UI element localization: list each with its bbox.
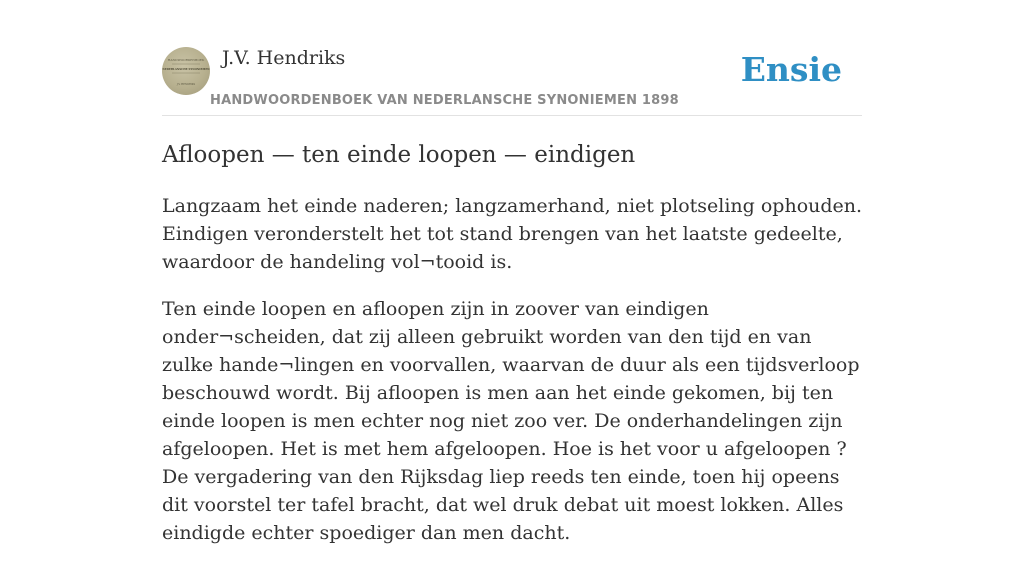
author-name[interactable]: J.V. Hendriks — [222, 47, 346, 69]
avatar-line-top: HANDWOORDENBOEK — [167, 58, 205, 62]
entry-body — [162, 192, 864, 566]
book-cover-avatar[interactable] — [162, 47, 210, 95]
avatar-line-bottom: J.V. HENDRIKS — [176, 83, 196, 86]
brand-logo[interactable]: Ensie — [740, 50, 842, 89]
avatar-line-middle: NEDERLANSCHE SYNONIEMEN — [162, 68, 210, 71]
source-title[interactable]: HANDWOORDENBOEK VAN NEDERLANSCHE SYNONIEMEN 1898 — [210, 93, 679, 108]
book-cover-image — [162, 47, 210, 95]
paragraph: Langzaam het einde naderen; langzamerhand, niet plotseling ophouden. Eindigen veronderstelt het tot stand brengen van het laatste gedeelte, waardoor de handeling vol¬tooid is. — [162, 195, 863, 273]
paragraph: Ten einde loopen en afloopen zijn in zoover van eindigen onder¬scheiden, dat zij alleen gebruikt worden van den tijd en van zulke hande¬lingen en voorvallen, waarvan de duur als een tijdsverloop beschouwd wordt. Bij afloopen is men aan het einde gekomen, bij ten einde loopen is men echter nog niet zoo ver. De onderhandelingen zijn afgeloopen. Het is met hem afgeloopen. Hoe is het voor u afgeloopen ? De vergadering van den Rijksdag liep reeds ten einde, toen hij opeens dit voorstel ter tafel bracht, dat wel druk debat uit moest lokken. Alles eindigde echter spoediger dan men dacht. — [162, 298, 860, 544]
page-container — [162, 0, 863, 544]
entry-title: Afloopen — ten einde loopen — eindigen — [162, 142, 636, 168]
header — [162, 0, 862, 116]
